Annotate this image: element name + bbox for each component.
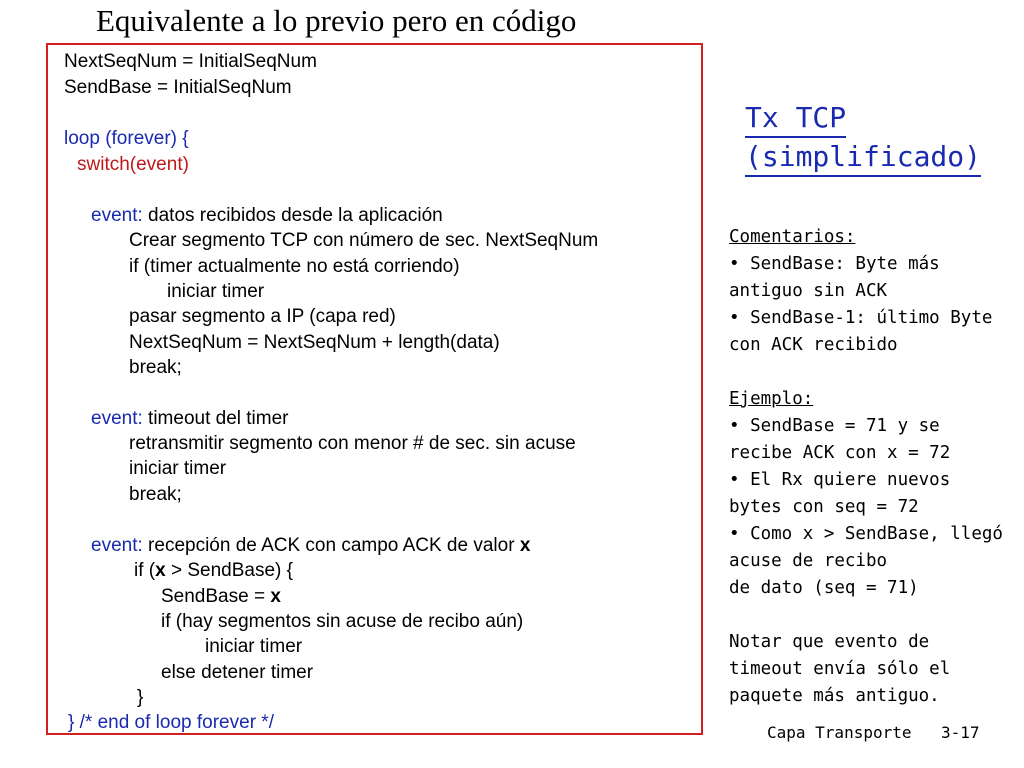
code-line [91, 536, 530, 556]
variable-x: x [270, 586, 281, 607]
code-line: retransmitir segmento con menor # de sec. sin acuse [129, 433, 576, 454]
comment-line: paquete más antiguo. [729, 686, 940, 706]
code-line: break; [129, 484, 182, 505]
comments-heading: Comentarios: [729, 227, 856, 247]
code-line: iniciar timer [167, 281, 265, 302]
code-line: NextSeqNum = InitialSeqNum [64, 51, 317, 72]
code-fragment: > SendBase) { [165, 560, 293, 581]
code-fragment: if ( [134, 560, 156, 581]
code-line [91, 206, 443, 226]
code-line: } [137, 687, 144, 708]
comments-panel [729, 224, 1003, 710]
code-line [134, 561, 293, 581]
event-keyword: event: [91, 205, 143, 226]
comment-line: • SendBase = 71 y se [729, 416, 940, 436]
code-line: NextSeqNum = NextSeqNum + length(data) [129, 332, 500, 353]
code-box [46, 43, 703, 735]
comment-line: • El Rx quiere nuevos [729, 470, 951, 490]
variable-x: x [155, 560, 166, 581]
code-line: loop (forever) { [64, 128, 189, 149]
code-line: if (hay segmentos sin acuse de recibo aún) [161, 611, 524, 632]
code-line: } /* end of loop forever */ [68, 712, 274, 733]
comment-line: Notar que evento de [729, 632, 930, 652]
code-line: SendBase = InitialSeqNum [64, 77, 292, 98]
comment-line: • SendBase: Byte más [729, 254, 940, 274]
code-line: switch(event) [77, 154, 189, 175]
event-text: timeout del timer [142, 408, 289, 429]
footer-page-number: 3-17 [941, 723, 980, 742]
comment-line: acuse de recibo [729, 551, 888, 571]
code-line [161, 587, 281, 607]
comment-line: antiguo sin ACK [729, 281, 888, 301]
code-fragment: SendBase = [161, 586, 271, 607]
comment-line: recibe ACK con x = 72 [729, 443, 951, 463]
event-keyword: event: [91, 408, 143, 429]
spacer [729, 602, 1003, 629]
comment-line: de dato (seq = 71) [729, 578, 919, 598]
comment-line: con ACK recibido [729, 335, 898, 355]
event-keyword: event: [91, 535, 143, 556]
example-heading: Ejemplo: [729, 389, 814, 409]
tx-tcp-heading [745, 99, 981, 177]
code-line: else detener timer [161, 662, 314, 683]
code-line: if (timer actualmente no está corriendo) [129, 256, 460, 277]
tx-line-1: Tx TCP [745, 99, 846, 138]
event-text: datos recibidos desde la aplicación [142, 205, 443, 226]
comment-line: • Como x > SendBase, llegó [729, 524, 1003, 544]
code-line: pasar segmento a IP (capa red) [129, 306, 396, 327]
comment-line: timeout envía sólo el [729, 659, 951, 679]
variable-x: x [519, 535, 531, 556]
code-line: iniciar timer [129, 458, 227, 479]
code-line [91, 409, 289, 429]
event-text: recepción de ACK con campo ACK de valor [142, 535, 520, 556]
footer-section: Capa Transporte [767, 723, 912, 742]
comment-line: • SendBase-1: último Byte [729, 308, 993, 328]
tx-line-2: (simplificado) [745, 138, 981, 177]
code-line: break; [129, 357, 182, 378]
code-line: Crear segmento TCP con número de sec. NextSeqNum [129, 230, 599, 251]
comment-line: bytes con seq = 72 [729, 497, 919, 517]
code-line: iniciar timer [205, 636, 303, 657]
spacer [729, 359, 1003, 386]
slide-title: Equivalente a lo previo pero en código [96, 3, 577, 38]
